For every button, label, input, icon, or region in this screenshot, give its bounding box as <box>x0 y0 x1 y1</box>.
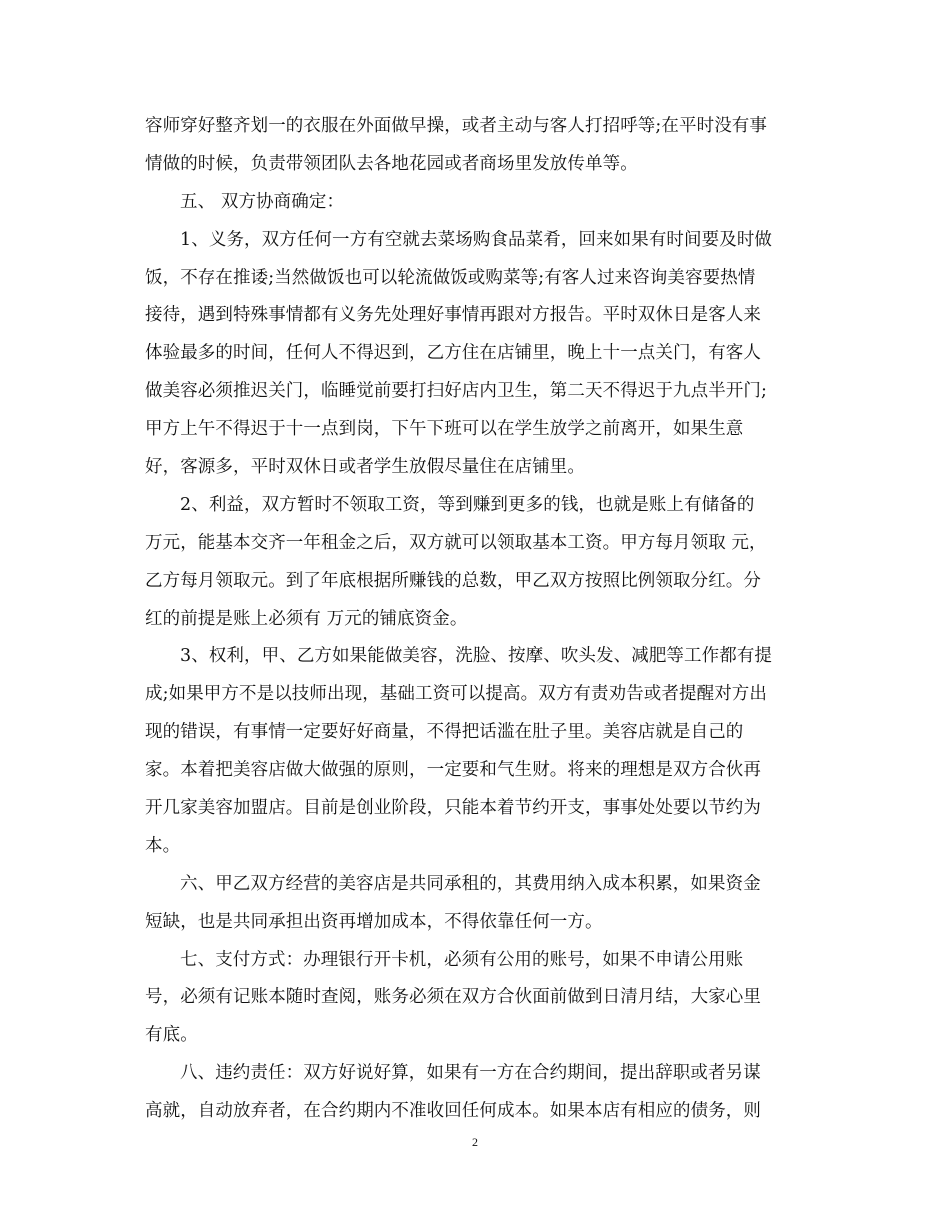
text-line: 接待，遇到特殊事情都有义务先处理好事情再跟对方报告。平时双休日是客人来 <box>145 305 761 326</box>
text-line: 饭，不存在推诿;当然做饭也可以轮流做饭或购菜等;有客人过来咨询美容要热情 <box>145 267 756 288</box>
text-line: 万元，能基本交齐一年租金之后，双方就可以领取基本工资。甲方每月领取 元， <box>145 532 767 553</box>
text-line: 好，客源多，平时双休日或者学生放假尽量住在店铺里。 <box>145 457 585 478</box>
text-line: 高就，自动放弃者，在合约期内不准收回任何成本。如果本店有相应的债务，则 <box>145 1101 761 1122</box>
text-line: 1、义务，双方任何一方有空就去菜场购食品菜肴，回来如果有时间要及时做 <box>180 229 773 250</box>
text-line: 成;如果甲方不是以技师出现，基础工资可以提高。双方有责劝告或者提醒对方出 <box>145 684 767 705</box>
text-line: 2、利益，双方暂时不领取工资，等到赚到更多的钱，也就是账上有储备的 <box>180 494 755 515</box>
text-line: 六、甲乙双方经营的美容店是共同承租的，其费用纳入成本积累，如果资金 <box>180 873 761 894</box>
text-line: 体验最多的时间，任何人不得迟到，乙方住在店铺里，晚上十一点关门，有客人 <box>145 343 761 364</box>
text-line: 开几家美容加盟店。目前是创业阶段，只能本着节约开支，事事处处要以节约为 <box>145 798 761 819</box>
text-line: 短缺，也是共同承担出资再增加成本，不得依靠任何一方。 <box>145 911 603 932</box>
page-number: 2 <box>472 1135 478 1149</box>
text-line: 容师穿好整齐划一的衣服在外面做早操，或者主动与客人打招呼等;在平时没有事 <box>145 116 767 136</box>
text-line: 情做的时候，负责带领团队去各地花园或者商场里发放传单等。 <box>145 153 638 174</box>
text-line: 家。本着把美容店做大做强的原则，一定要和气生财。将来的理想是双方合伙再 <box>145 760 761 781</box>
text-line: 现的错误，有事情一定要好好商量，不得把话滥在肚子里。美容店就是自己的 <box>145 722 744 743</box>
text-line: 乙方每月领取元。到了年底根据所赚钱的总数，甲乙双方按照比例领取分红。分 <box>145 570 761 591</box>
text-line: 3、权利，甲、乙方如果能做美容，洗脸、按摩、吹头发、减肥等工作都有提 <box>180 646 773 667</box>
text-line: 五、 双方协商确定： <box>180 191 345 212</box>
text-line: 号，必须有记账本随时查阅，账务必须在双方合伙面前做到日清月结，大家心里 <box>145 987 761 1008</box>
body-text <box>145 108 805 1131</box>
text-line: 七、支付方式：办理银行开卡机，必须有公用的账号，如果不申请公用账 <box>180 949 744 970</box>
text-line: 有底。 <box>145 1025 198 1046</box>
text-line: 八、违约责任：双方好说好算，如果有一方在合约期间，提出辞职或者另谋 <box>180 1063 761 1084</box>
text-line: 红的前提是账上必须有 万元的铺底资金。 <box>145 608 468 629</box>
text-line: 本。 <box>145 835 181 856</box>
text-line: 甲方上午不得迟于十一点到岗，下午下班可以在学生放学之前离开，如果生意 <box>145 419 744 440</box>
text-line: 做美容必须推迟关门，临睡觉前要打扫好店内卫生，第二天不得迟于九点半开门; <box>145 381 767 402</box>
